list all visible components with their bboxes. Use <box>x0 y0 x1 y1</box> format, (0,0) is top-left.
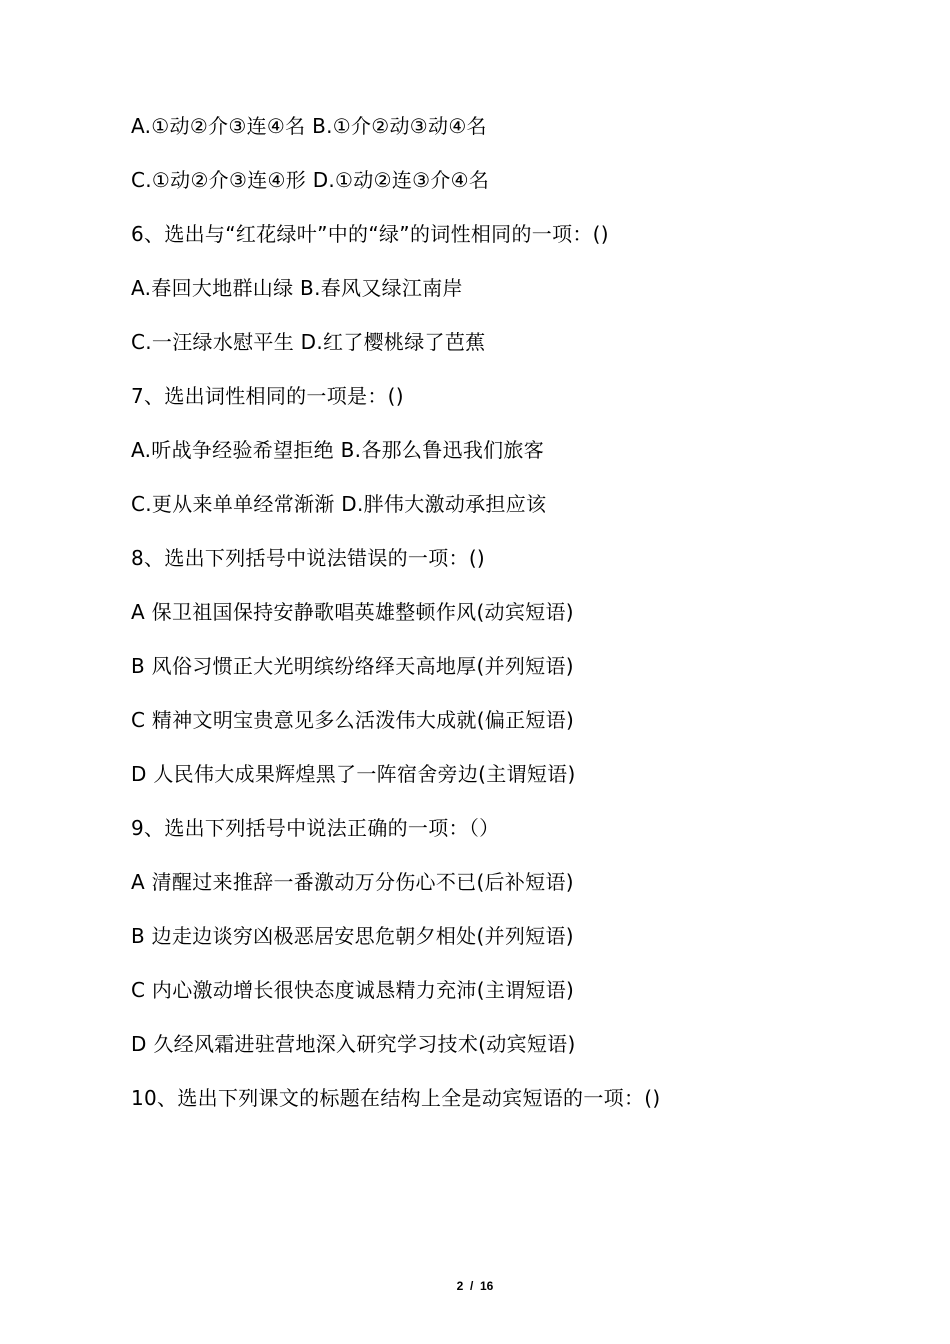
text-line: A 保卫祖国保持安静歌唱英雄整顿作风(动宾短语) <box>131 600 574 624</box>
text-line: B 边走边谈穷凶极恶居安思危朝夕相处(并列短语) <box>131 924 574 948</box>
question-6-prompt: 6、选出与“红花绿叶”中的“绿”的词性相同的一项：() <box>131 222 609 246</box>
text-line: A 清醒过来推辞一番激动万分伤心不已(后补短语) <box>131 870 574 894</box>
text-line: B 风俗习惯正大光明缤纷络绎天高地厚(并列短语) <box>131 654 574 678</box>
question-9-prompt: 9、选出下列括号中说法正确的一项：（） <box>131 816 500 840</box>
text-line: C.①动②介③连④形 D.①动②连③介④名 <box>131 168 490 192</box>
text-line: D 久经风霜进驻营地深入研究学习技术(动宾短语) <box>131 1032 576 1056</box>
text-line: A.听战争经验希望拒绝 B.各那么鲁迅我们旅客 <box>131 438 545 462</box>
question-10-prompt: 10、选出下列课文的标题在结构上全是动宾短语的一项：() <box>131 1086 661 1110</box>
text-line: A.春回大地群山绿 B.春风又绿江南岸 <box>131 276 463 300</box>
text-line: D 人民伟大成果辉煌黑了一阵宿舍旁边(主谓短语) <box>131 762 576 786</box>
page-number: 2 / 16 <box>456 1279 494 1293</box>
text-line: A.①动②介③连④名 B.①介②动③动④名 <box>131 114 487 138</box>
text-line: C 内心激动增长很快态度诚恳精力充沛(主谓短语) <box>131 978 575 1002</box>
text-line: C 精神文明宝贵意见多么活泼伟大成就(偏正短语) <box>131 708 575 732</box>
question-8-prompt: 8、选出下列括号中说法错误的一项：() <box>131 546 486 570</box>
text-line: C.更从来单单经常渐渐 D.胖伟大激动承担应该 <box>131 492 547 516</box>
question-text-block <box>131 107 891 1133</box>
question-7-prompt: 7、选出词性相同的一项是：() <box>131 384 404 408</box>
text-line: C.一汪绿水慰平生 D.红了樱桃绿了芭蕉 <box>131 330 486 354</box>
